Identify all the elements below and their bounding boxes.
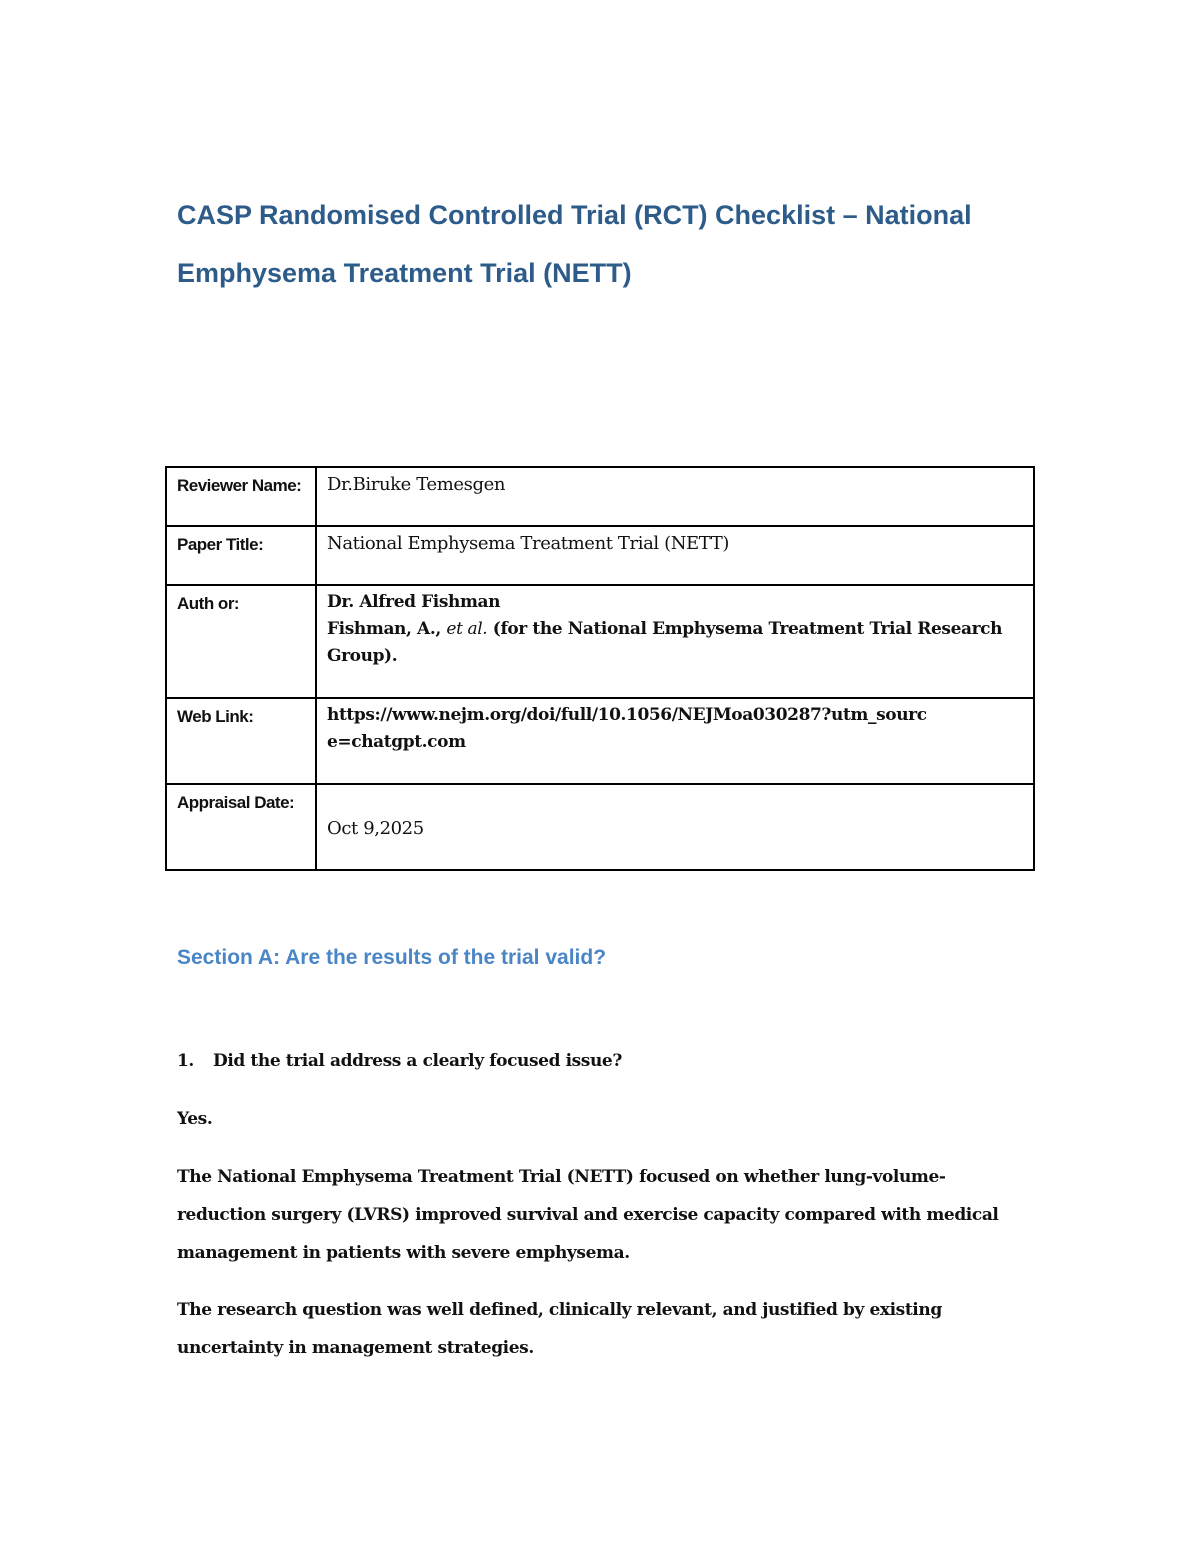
reviewer-info-table (165, 466, 1035, 871)
table-row (166, 585, 1034, 698)
paper-title-label: Paper Title: (166, 526, 316, 585)
web-link-value[interactable]: https://www.nejm.org/doi/full/10.1056/NEJMoa030287?utm_source=chatgpt.com (316, 698, 1034, 784)
reviewer-name-value: Dr.Biruke Temesgen (316, 467, 1034, 526)
paper-title-value: National Emphysema Treatment Trial (NETT) (316, 526, 1034, 585)
answer-text: Yes. (177, 1109, 213, 1129)
author-citation-suffix: (for the National Emphysema Treatment Trial Research Group). (327, 619, 1003, 666)
appraisal-date-label: Appraisal Date: (166, 784, 316, 870)
author-citation (327, 616, 1023, 670)
web-link-label: Web Link: (166, 698, 316, 784)
explanation-paragraph-2: The research question was well defined, clinically relevant, and justified by existing uncertainty in management strategies. (177, 1300, 942, 1358)
reviewer-name-label: Reviewer Name: (166, 467, 316, 526)
table-row (166, 784, 1034, 870)
table-row (166, 526, 1034, 585)
table-row (166, 698, 1034, 784)
author-citation-etal: et al. (446, 619, 488, 639)
document-title: CASP Randomised Controlled Trial (RCT) Checklist – National Emphysema Treatment Trial (NETT) (177, 200, 972, 288)
explanation-paragraph-1: The National Emphysema Treatment Trial (NETT) focused on whether lung-volume-reduction surgery (LVRS) improved survival and exercise capacity compared with medical management in patients with severe emphysema. (177, 1167, 999, 1263)
author-primary: Dr. Alfred Fishman (327, 592, 501, 612)
appraisal-date-value: Oct 9,2025 (316, 784, 1034, 870)
question-1 (177, 1051, 622, 1071)
question-number: 1. (177, 1051, 194, 1071)
section-a-heading: Section A: Are the results of the trial valid? (177, 946, 607, 969)
question-text: Did the trial address a clearly focused issue? (213, 1051, 622, 1071)
table-row (166, 467, 1034, 526)
author-citation-prefix: Fishman, A., (327, 619, 447, 639)
author-label: Auth or: (166, 585, 316, 698)
author-value (316, 585, 1034, 698)
